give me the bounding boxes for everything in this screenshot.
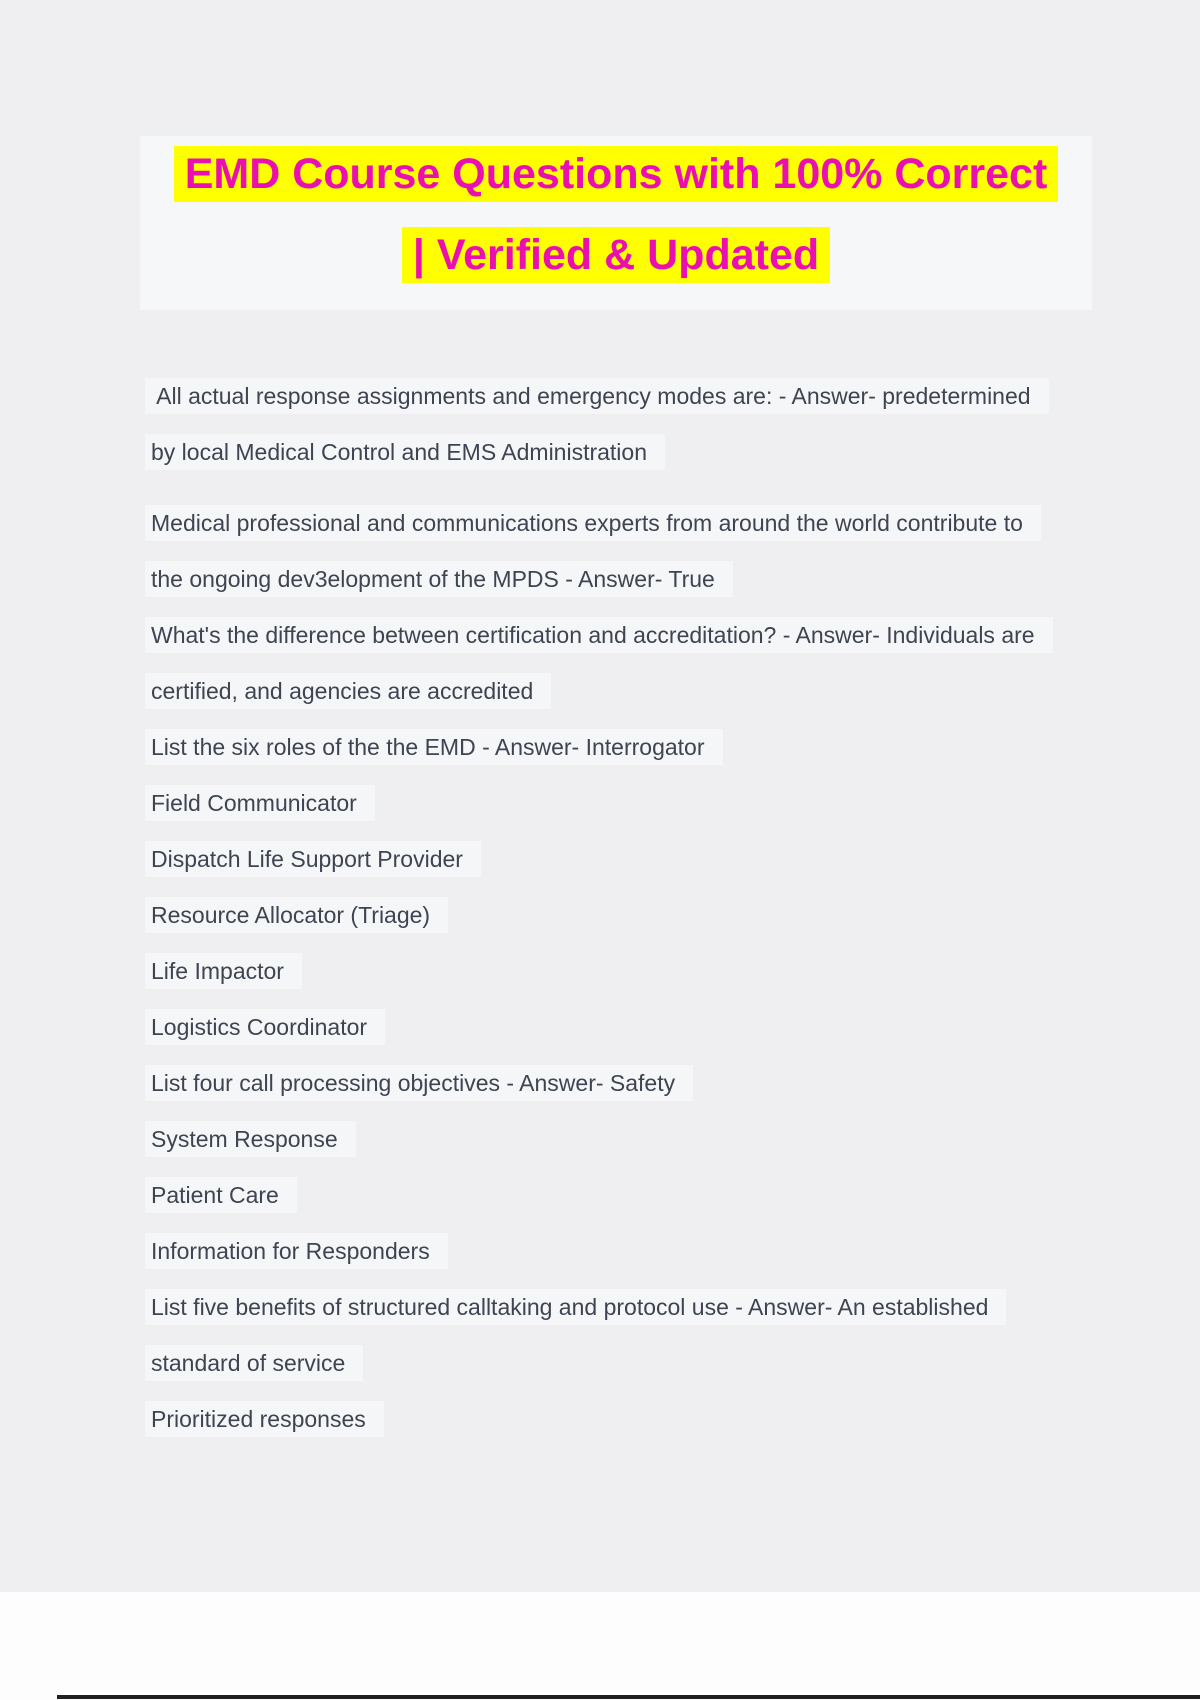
document-line-text: Field Communicator <box>145 785 375 821</box>
document-line <box>145 1111 1145 1167</box>
document-line <box>145 999 1145 1055</box>
title-line-2 <box>402 227 830 283</box>
document-line <box>145 1223 1145 1279</box>
document-line-text: Dispatch Life Support Provider <box>145 841 481 877</box>
document-line <box>145 663 1145 719</box>
document-line-text: Life Impactor <box>145 953 302 989</box>
page-divider-line <box>57 1695 1200 1699</box>
document-body <box>145 368 1145 1447</box>
document-line-text: All actual response assignments and emergency modes are: - Answer- predetermined <box>145 378 1049 414</box>
document-line-text: What's the difference between certification and accreditation? - Answer- Individuals are <box>145 617 1053 653</box>
title-block <box>140 136 1092 310</box>
title-highlight-line-1: EMD Course Questions with 100% Correct <box>174 146 1059 202</box>
document-line-text: Logistics Coordinator <box>145 1009 385 1045</box>
document-line <box>145 943 1145 999</box>
document-line <box>145 887 1145 943</box>
document-line-text: Prioritized responses <box>145 1401 384 1437</box>
document-line <box>145 1279 1145 1335</box>
document-line-text: Information for Responders <box>145 1233 448 1269</box>
document-line-text: standard of service <box>145 1345 363 1381</box>
document-line <box>145 831 1145 887</box>
document-line <box>145 719 1145 775</box>
document-line-text: System Response <box>145 1121 356 1157</box>
document-line <box>145 607 1145 663</box>
document-line-text: Resource Allocator (Triage) <box>145 897 448 933</box>
document-line <box>145 495 1145 551</box>
document-line-text: List the six roles of the the EMD - Answer- Interrogator <box>145 729 723 765</box>
document-line <box>145 1167 1145 1223</box>
title-highlight-line-2: | Verified & Updated <box>402 227 830 283</box>
document-line-text: by local Medical Control and EMS Administration <box>145 434 665 470</box>
document-line-text: List five benefits of structured calltaking and protocol use - Answer- An established <box>145 1289 1006 1325</box>
document-line-text: Patient Care <box>145 1177 297 1213</box>
document-line <box>145 551 1145 607</box>
document-line <box>145 775 1145 831</box>
document-line-text: certified, and agencies are accredited <box>145 673 551 709</box>
document-line <box>145 424 1145 480</box>
document-line-text: Medical professional and communications experts from around the world contribute to <box>145 505 1041 541</box>
document-line <box>145 1335 1145 1391</box>
document-line <box>145 368 1145 424</box>
document-line-text: the ongoing dev3elopment of the MPDS - Answer- True <box>145 561 733 597</box>
title-line-1 <box>174 146 1059 202</box>
document-line <box>145 1391 1145 1447</box>
page-footer-area <box>0 1592 1200 1700</box>
document-line-text: List four call processing objectives - Answer- Safety <box>145 1065 693 1101</box>
document-line <box>145 1055 1145 1111</box>
